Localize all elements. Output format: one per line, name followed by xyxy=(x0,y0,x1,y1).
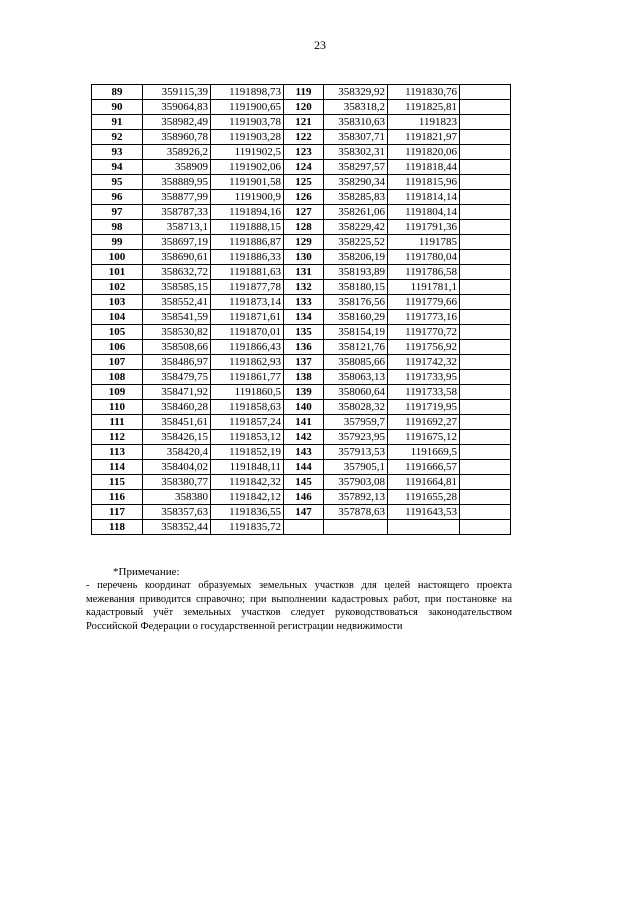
x-coordinate-cell: 358225,52 xyxy=(324,235,388,250)
empty-cell xyxy=(460,400,511,415)
y-coordinate-cell: 1191903,28 xyxy=(211,130,284,145)
table-row xyxy=(92,475,511,490)
point-number-cell: 139 xyxy=(284,385,324,400)
x-coordinate-cell: 358329,92 xyxy=(324,85,388,100)
point-number-cell: 103 xyxy=(92,295,143,310)
x-coordinate-cell: 358297,57 xyxy=(324,160,388,175)
point-number-cell: 119 xyxy=(284,85,324,100)
table-row xyxy=(92,100,511,115)
y-coordinate-cell: 1191871,61 xyxy=(211,310,284,325)
table-row xyxy=(92,370,511,385)
point-number-cell: 114 xyxy=(92,460,143,475)
point-number-cell: 135 xyxy=(284,325,324,340)
table-row xyxy=(92,160,511,175)
empty-cell xyxy=(460,355,511,370)
x-coordinate-cell: 358926,2 xyxy=(143,145,211,160)
empty-cell xyxy=(460,505,511,520)
x-coordinate-cell: 357892,13 xyxy=(324,490,388,505)
y-coordinate-cell: 1191870,01 xyxy=(211,325,284,340)
table-row xyxy=(92,340,511,355)
y-coordinate-cell: 1191873,14 xyxy=(211,295,284,310)
y-coordinate-cell: 1191898,73 xyxy=(211,85,284,100)
x-coordinate-cell: 357905,1 xyxy=(324,460,388,475)
point-number-cell: 132 xyxy=(284,280,324,295)
point-number-cell: 146 xyxy=(284,490,324,505)
y-coordinate-cell: 1191858,63 xyxy=(211,400,284,415)
point-number-cell: 99 xyxy=(92,235,143,250)
x-coordinate-cell: 357923,95 xyxy=(324,430,388,445)
point-number-cell: 133 xyxy=(284,295,324,310)
y-coordinate-cell: 1191881,63 xyxy=(211,265,284,280)
table-row xyxy=(92,310,511,325)
x-coordinate-cell: 358060,64 xyxy=(324,385,388,400)
empty-cell xyxy=(460,475,511,490)
point-number-cell: 128 xyxy=(284,220,324,235)
x-coordinate-cell: 359064,83 xyxy=(143,100,211,115)
y-coordinate-cell: 1191666,57 xyxy=(388,460,460,475)
point-number-cell: 94 xyxy=(92,160,143,175)
point-number-cell: 96 xyxy=(92,190,143,205)
point-number-cell: 129 xyxy=(284,235,324,250)
y-coordinate-cell: 1191742,32 xyxy=(388,355,460,370)
note-heading: *Примечание: xyxy=(113,566,180,578)
x-coordinate-cell: 358585,15 xyxy=(143,280,211,295)
x-coordinate-cell: 358380,77 xyxy=(143,475,211,490)
x-coordinate-cell: 358307,71 xyxy=(324,130,388,145)
point-number-cell: 138 xyxy=(284,370,324,385)
point-number-cell: 89 xyxy=(92,85,143,100)
table-row xyxy=(92,85,511,100)
point-number-cell: 126 xyxy=(284,190,324,205)
y-coordinate-cell: 1191835,72 xyxy=(211,520,284,535)
empty-cell xyxy=(460,370,511,385)
table-row xyxy=(92,415,511,430)
y-coordinate-cell: 1191862,93 xyxy=(211,355,284,370)
x-coordinate-cell: 358318,2 xyxy=(324,100,388,115)
point-number-cell: 124 xyxy=(284,160,324,175)
y-coordinate-cell: 1191791,36 xyxy=(388,220,460,235)
x-coordinate-cell: 358508,66 xyxy=(143,340,211,355)
y-coordinate-cell: 1191785 xyxy=(388,235,460,250)
empty-cell xyxy=(460,235,511,250)
x-coordinate-cell: 358426,15 xyxy=(143,430,211,445)
x-coordinate-cell: 358154,19 xyxy=(324,325,388,340)
coordinates-table-body xyxy=(92,85,511,535)
empty-cell xyxy=(460,250,511,265)
point-number-cell: 110 xyxy=(92,400,143,415)
x-coordinate-cell: 357959,7 xyxy=(324,415,388,430)
point-number-cell: 130 xyxy=(284,250,324,265)
x-coordinate-cell: 358713,1 xyxy=(143,220,211,235)
x-coordinate-cell: 357903,08 xyxy=(324,475,388,490)
y-coordinate-cell: 1191900,9 xyxy=(211,190,284,205)
point-number-cell: 93 xyxy=(92,145,143,160)
y-coordinate-cell: 1191814,14 xyxy=(388,190,460,205)
point-number-cell: 113 xyxy=(92,445,143,460)
y-coordinate-cell: 1191900,65 xyxy=(211,100,284,115)
point-number-cell: 145 xyxy=(284,475,324,490)
point-number-cell: 134 xyxy=(284,310,324,325)
y-coordinate-cell: 1191733,58 xyxy=(388,385,460,400)
empty-cell xyxy=(460,160,511,175)
table-row xyxy=(92,190,511,205)
point-number-cell: 143 xyxy=(284,445,324,460)
table-row xyxy=(92,250,511,265)
y-coordinate-cell: 1191886,87 xyxy=(211,235,284,250)
point-number-cell: 100 xyxy=(92,250,143,265)
y-coordinate-cell: 1191818,44 xyxy=(388,160,460,175)
y-coordinate-cell: 1191804,14 xyxy=(388,205,460,220)
table-row xyxy=(92,175,511,190)
y-coordinate-cell: 1191781,1 xyxy=(388,280,460,295)
x-coordinate-cell: 358028,32 xyxy=(324,400,388,415)
y-coordinate-cell: 1191675,12 xyxy=(388,430,460,445)
x-coordinate-cell: 358357,63 xyxy=(143,505,211,520)
empty-cell xyxy=(460,340,511,355)
x-coordinate-cell: 358380 xyxy=(143,490,211,505)
y-coordinate-cell: 1191786,58 xyxy=(388,265,460,280)
empty-cell xyxy=(460,385,511,400)
point-number-cell: 107 xyxy=(92,355,143,370)
y-coordinate-cell: 1191733,95 xyxy=(388,370,460,385)
x-coordinate-cell: 359115,39 xyxy=(143,85,211,100)
point-number-cell: 147 xyxy=(284,505,324,520)
table-row xyxy=(92,325,511,340)
page-number: 23 xyxy=(314,38,326,52)
point-number-cell: 118 xyxy=(92,520,143,535)
y-coordinate-cell: 1191857,24 xyxy=(211,415,284,430)
table-row xyxy=(92,295,511,310)
point-number-cell: 140 xyxy=(284,400,324,415)
point-number-cell: 127 xyxy=(284,205,324,220)
point-number-cell: 112 xyxy=(92,430,143,445)
empty-cell xyxy=(460,115,511,130)
point-number-cell: 98 xyxy=(92,220,143,235)
empty-cell xyxy=(460,445,511,460)
x-coordinate-cell: 357878,63 xyxy=(324,505,388,520)
point-number-cell: 97 xyxy=(92,205,143,220)
y-coordinate-cell: 1191886,33 xyxy=(211,250,284,265)
table-row xyxy=(92,355,511,370)
point-number-cell: 109 xyxy=(92,385,143,400)
y-coordinate-cell: 1191902,5 xyxy=(211,145,284,160)
table-row xyxy=(92,520,511,535)
empty-cell xyxy=(460,310,511,325)
empty-cell xyxy=(460,190,511,205)
x-coordinate-cell: 358460,28 xyxy=(143,400,211,415)
x-coordinate-cell: 358176,56 xyxy=(324,295,388,310)
point-number-cell: 105 xyxy=(92,325,143,340)
empty-cell xyxy=(460,145,511,160)
y-coordinate-cell: 1191823 xyxy=(388,115,460,130)
y-coordinate-cell: 1191848,11 xyxy=(211,460,284,475)
table-row xyxy=(92,430,511,445)
empty-cell xyxy=(460,280,511,295)
point-number-cell: 122 xyxy=(284,130,324,145)
x-coordinate-cell: 358960,78 xyxy=(143,130,211,145)
x-coordinate-cell: 358160,29 xyxy=(324,310,388,325)
x-coordinate-cell: 358889,95 xyxy=(143,175,211,190)
table-row xyxy=(92,265,511,280)
table-row xyxy=(92,505,511,520)
point-number-cell: 125 xyxy=(284,175,324,190)
y-coordinate-cell: 1191773,16 xyxy=(388,310,460,325)
empty-cell xyxy=(460,220,511,235)
empty-cell xyxy=(460,295,511,310)
y-coordinate-cell: 1191780,04 xyxy=(388,250,460,265)
point-number-cell: 92 xyxy=(92,130,143,145)
y-coordinate-cell: 1191779,66 xyxy=(388,295,460,310)
y-coordinate-cell: 1191770,72 xyxy=(388,325,460,340)
x-coordinate-cell: 358552,41 xyxy=(143,295,211,310)
x-coordinate-cell: 358982,49 xyxy=(143,115,211,130)
y-coordinate-cell: 1191820,06 xyxy=(388,145,460,160)
x-coordinate-cell: 358302,31 xyxy=(324,145,388,160)
x-coordinate-cell: 358404,02 xyxy=(143,460,211,475)
x-coordinate-cell: 358121,76 xyxy=(324,340,388,355)
point-number-cell: 136 xyxy=(284,340,324,355)
x-coordinate-cell: 358877,99 xyxy=(143,190,211,205)
empty-cell xyxy=(460,460,511,475)
point-number-cell: 141 xyxy=(284,415,324,430)
point-number-cell: 116 xyxy=(92,490,143,505)
x-coordinate-cell: 358193,89 xyxy=(324,265,388,280)
empty-cell xyxy=(460,490,511,505)
empty-cell xyxy=(460,175,511,190)
x-coordinate-cell: 358229,42 xyxy=(324,220,388,235)
y-coordinate-cell xyxy=(388,520,460,535)
point-number-cell: 121 xyxy=(284,115,324,130)
point-number-cell: 106 xyxy=(92,340,143,355)
x-coordinate-cell: 357913,53 xyxy=(324,445,388,460)
y-coordinate-cell: 1191866,43 xyxy=(211,340,284,355)
point-number-cell: 104 xyxy=(92,310,143,325)
point-number-cell: 142 xyxy=(284,430,324,445)
point-number-cell xyxy=(284,520,324,535)
point-number-cell: 101 xyxy=(92,265,143,280)
point-number-cell: 144 xyxy=(284,460,324,475)
y-coordinate-cell: 1191815,96 xyxy=(388,175,460,190)
y-coordinate-cell: 1191852,19 xyxy=(211,445,284,460)
x-coordinate-cell: 358063,13 xyxy=(324,370,388,385)
y-coordinate-cell: 1191643,53 xyxy=(388,505,460,520)
table-row xyxy=(92,235,511,250)
y-coordinate-cell: 1191692,27 xyxy=(388,415,460,430)
empty-cell xyxy=(460,415,511,430)
note-text: - перечень координат образуемых земельных участков для целей настоящего проекта межевания приводится справочно; при выполнении кадастровых работ, при постановке на кадастровый учёт земельных участков следует руководствоваться законодательством Российской Федерации о государственной регистрации недвижимости xyxy=(86,580,512,632)
x-coordinate-cell: 358206,19 xyxy=(324,250,388,265)
empty-cell xyxy=(460,430,511,445)
x-coordinate-cell: 358909 xyxy=(143,160,211,175)
x-coordinate-cell: 358420,4 xyxy=(143,445,211,460)
y-coordinate-cell: 1191821,97 xyxy=(388,130,460,145)
y-coordinate-cell: 1191669,5 xyxy=(388,445,460,460)
x-coordinate-cell: 358261,06 xyxy=(324,205,388,220)
x-coordinate-cell: 358541,59 xyxy=(143,310,211,325)
x-coordinate-cell xyxy=(324,520,388,535)
point-number-cell: 102 xyxy=(92,280,143,295)
y-coordinate-cell: 1191903,78 xyxy=(211,115,284,130)
y-coordinate-cell: 1191877,78 xyxy=(211,280,284,295)
x-coordinate-cell: 358479,75 xyxy=(143,370,211,385)
y-coordinate-cell: 1191853,12 xyxy=(211,430,284,445)
point-number-cell: 131 xyxy=(284,265,324,280)
table-row xyxy=(92,145,511,160)
empty-cell xyxy=(460,85,511,100)
point-number-cell: 91 xyxy=(92,115,143,130)
x-coordinate-cell: 358632,72 xyxy=(143,265,211,280)
y-coordinate-cell: 1191836,55 xyxy=(211,505,284,520)
x-coordinate-cell: 358352,44 xyxy=(143,520,211,535)
empty-cell xyxy=(460,325,511,340)
y-coordinate-cell: 1191756,92 xyxy=(388,340,460,355)
table-row xyxy=(92,115,511,130)
y-coordinate-cell: 1191888,15 xyxy=(211,220,284,235)
x-coordinate-cell: 358451,61 xyxy=(143,415,211,430)
point-number-cell: 123 xyxy=(284,145,324,160)
point-number-cell: 90 xyxy=(92,100,143,115)
y-coordinate-cell: 1191830,76 xyxy=(388,85,460,100)
x-coordinate-cell: 358285,83 xyxy=(324,190,388,205)
empty-cell xyxy=(460,520,511,535)
y-coordinate-cell: 1191825,81 xyxy=(388,100,460,115)
x-coordinate-cell: 358530,82 xyxy=(143,325,211,340)
empty-cell xyxy=(460,205,511,220)
point-number-cell: 108 xyxy=(92,370,143,385)
point-number-cell: 120 xyxy=(284,100,324,115)
table-row xyxy=(92,460,511,475)
x-coordinate-cell: 358486,97 xyxy=(143,355,211,370)
y-coordinate-cell: 1191894,16 xyxy=(211,205,284,220)
table-row xyxy=(92,280,511,295)
x-coordinate-cell: 358310,63 xyxy=(324,115,388,130)
y-coordinate-cell: 1191664,81 xyxy=(388,475,460,490)
table-row xyxy=(92,130,511,145)
table-row xyxy=(92,220,511,235)
point-number-cell: 117 xyxy=(92,505,143,520)
point-number-cell: 137 xyxy=(284,355,324,370)
table-row xyxy=(92,445,511,460)
point-number-cell: 111 xyxy=(92,415,143,430)
empty-cell xyxy=(460,130,511,145)
x-coordinate-cell: 358787,33 xyxy=(143,205,211,220)
y-coordinate-cell: 1191842,12 xyxy=(211,490,284,505)
table-row xyxy=(92,400,511,415)
y-coordinate-cell: 1191842,32 xyxy=(211,475,284,490)
table-row xyxy=(92,490,511,505)
y-coordinate-cell: 1191860,5 xyxy=(211,385,284,400)
x-coordinate-cell: 358690,61 xyxy=(143,250,211,265)
x-coordinate-cell: 358180,15 xyxy=(324,280,388,295)
table-row xyxy=(92,205,511,220)
x-coordinate-cell: 358697,19 xyxy=(143,235,211,250)
x-coordinate-cell: 358085,66 xyxy=(324,355,388,370)
empty-cell xyxy=(460,265,511,280)
coordinates-table xyxy=(91,84,511,535)
y-coordinate-cell: 1191655,28 xyxy=(388,490,460,505)
point-number-cell: 95 xyxy=(92,175,143,190)
empty-cell xyxy=(460,100,511,115)
x-coordinate-cell: 358471,92 xyxy=(143,385,211,400)
x-coordinate-cell: 358290,34 xyxy=(324,175,388,190)
table-row xyxy=(92,385,511,400)
y-coordinate-cell: 1191861,77 xyxy=(211,370,284,385)
y-coordinate-cell: 1191901,58 xyxy=(211,175,284,190)
point-number-cell: 115 xyxy=(92,475,143,490)
y-coordinate-cell: 1191902,06 xyxy=(211,160,284,175)
y-coordinate-cell: 1191719,95 xyxy=(388,400,460,415)
